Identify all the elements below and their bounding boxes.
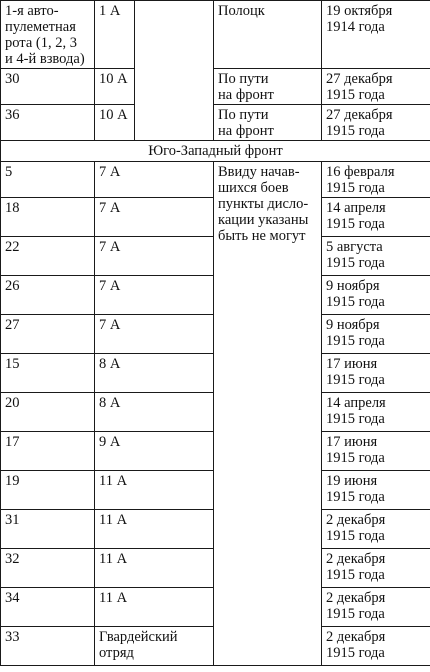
table-row [1, 105, 430, 141]
unit-number-cell: 31 [1, 510, 95, 549]
date-cell: 19 октября 1914 года [322, 1, 430, 69]
army-cell: 11 А [95, 510, 214, 549]
army-cell: 9 А [95, 432, 214, 471]
deployment-note-cell: Ввиду начав- шихся боев пункты дисло- кации указаны быть не могут [214, 162, 322, 666]
date-cell: 16 февраля 1915 года [322, 162, 430, 198]
army-cell: 7 А [95, 198, 214, 237]
unit-number-cell: 18 [1, 198, 95, 237]
date-cell: 27 декабря 1915 года [322, 69, 430, 105]
date-cell: 17 июня 1915 года [322, 354, 430, 393]
section-title: Юго-Западный фронт [1, 141, 430, 162]
section-row [1, 141, 430, 162]
date-cell: 19 июня 1915 года [322, 471, 430, 510]
unit-number-cell: 26 [1, 276, 95, 315]
army-cell: 7 А [95, 237, 214, 276]
unit-number-cell: 32 [1, 549, 95, 588]
army-cell: 11 А [95, 549, 214, 588]
army-cell: Гвардейский отряд [95, 627, 214, 666]
date-cell: 2 декабря 1915 года [322, 510, 430, 549]
unit-number-cell: 30 [1, 69, 95, 105]
unit-number-cell: 33 [1, 627, 95, 666]
date-cell: 14 апреля 1915 года [322, 393, 430, 432]
date-cell: 2 декабря 1915 года [322, 627, 430, 666]
date-cell: 2 декабря 1915 года [322, 549, 430, 588]
date-cell: 9 ноября 1915 года [322, 276, 430, 315]
unit-number-cell: 36 [1, 105, 95, 141]
date-cell: 5 августа 1915 года [322, 237, 430, 276]
location-cell: Полоцк [214, 1, 322, 69]
army-cell: 8 А [95, 354, 214, 393]
army-cell: 10 А [95, 105, 135, 141]
date-cell: 9 ноября 1915 года [322, 315, 430, 354]
unit-number-cell: 27 [1, 315, 95, 354]
date-cell: 14 апреля 1915 года [322, 198, 430, 237]
army-cell: 8 А [95, 393, 214, 432]
table-row [1, 1, 430, 69]
date-cell: 2 декабря 1915 года [322, 588, 430, 627]
unit-number-cell: 1-я авто- пулеметная рота (1, 2, 3 и 4-й взвода) [1, 1, 95, 69]
date-cell: 17 июня 1915 года [322, 432, 430, 471]
table-row [1, 69, 430, 105]
army-cell: 11 А [95, 471, 214, 510]
unit-number-cell: 20 [1, 393, 95, 432]
army-cell: 7 А [95, 162, 214, 198]
unit-number-cell: 34 [1, 588, 95, 627]
unit-number-cell: 17 [1, 432, 95, 471]
location-cell: По пути на фронт [214, 69, 322, 105]
army-cell: 7 А [95, 276, 214, 315]
unit-number-cell: 19 [1, 471, 95, 510]
unit-number-cell: 5 [1, 162, 95, 198]
unit-number-cell: 22 [1, 237, 95, 276]
army-cell: 7 А [95, 315, 214, 354]
location-cell: По пути на фронт [214, 105, 322, 141]
empty-cell [135, 1, 214, 141]
army-cell: 11 А [95, 588, 214, 627]
table-row [1, 162, 430, 198]
date-cell: 27 декабря 1915 года [322, 105, 430, 141]
army-cell: 10 А [95, 69, 135, 105]
army-cell: 1 А [95, 1, 135, 69]
unit-number-cell: 15 [1, 354, 95, 393]
